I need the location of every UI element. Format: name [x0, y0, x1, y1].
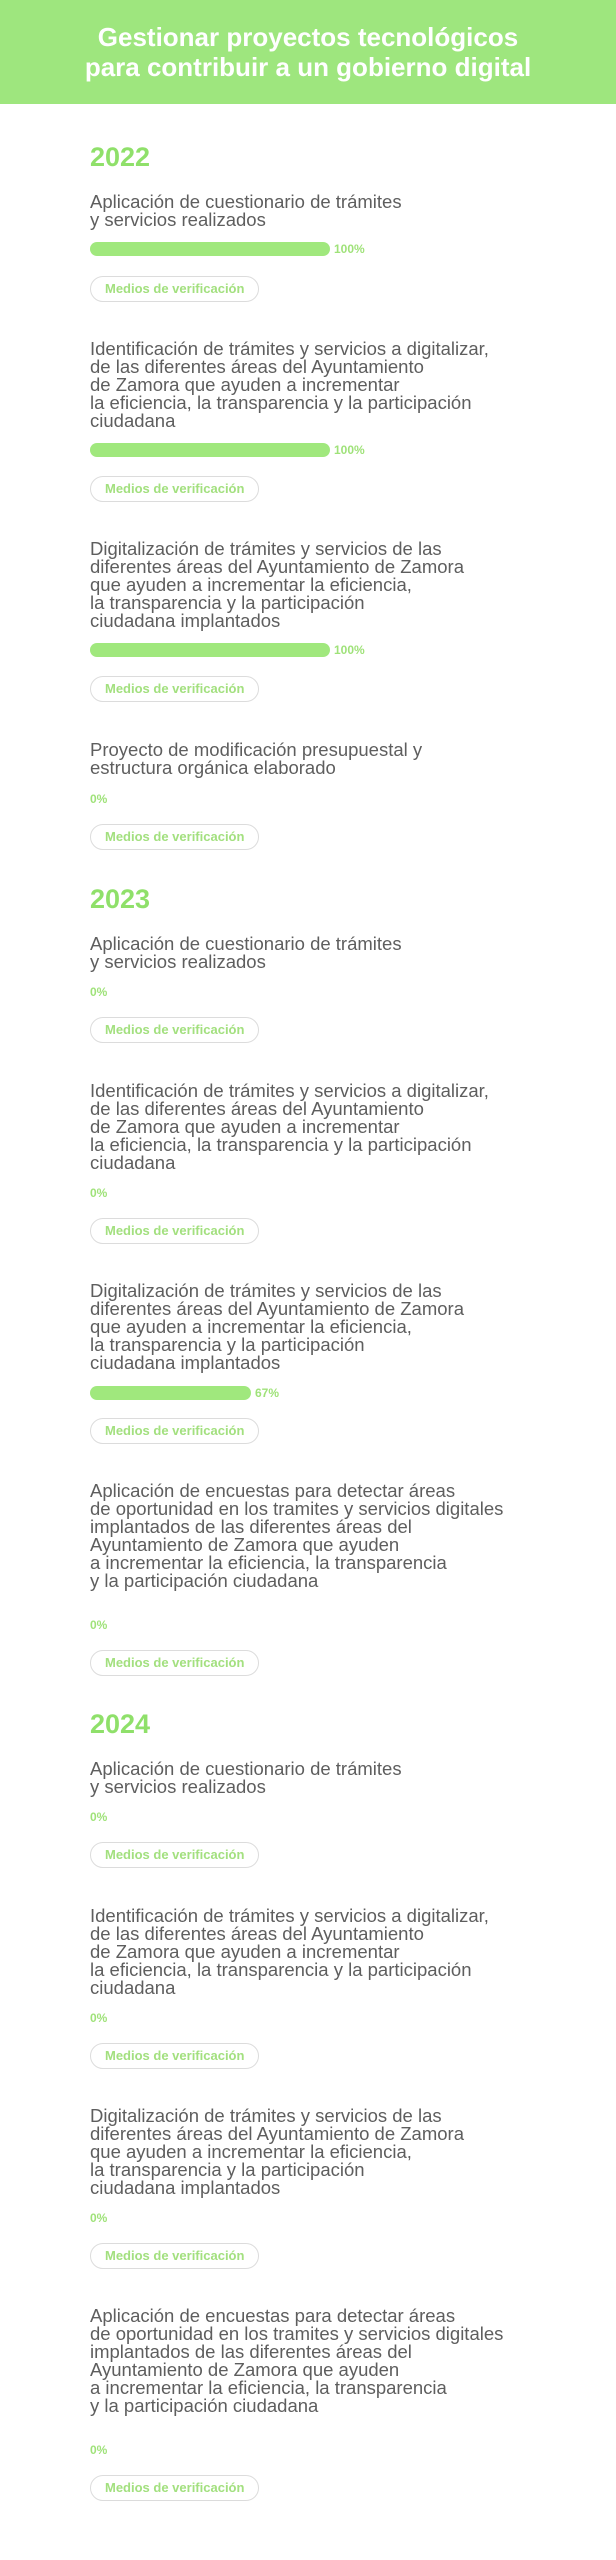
progress-label: 0% [90, 1186, 108, 1200]
page-title [85, 22, 531, 82]
indicator-item [90, 191, 560, 296]
indicator-item [90, 538, 560, 696]
indicator-title: Digitalización de trámites y servicios de las diferentes áreas del Ayuntamiento de Zamora que ayuden a incrementar la eficiencia, la transparencia y la participación ciudadana implantados [90, 538, 464, 631]
year-heading-2022: 2022 [90, 142, 151, 172]
indicator-item [90, 933, 560, 1037]
progress-label: 0% [90, 1618, 108, 1632]
indicator-title: Identificación de trámites y servicios a digitalizar, de las diferentes áreas del Ayuntamiento de Zamora que ayuden a incrementar la eficiencia, la transparencia y la participación ciudadana [90, 1905, 489, 1998]
verification-button[interactable]: Medios de verificación [90, 676, 259, 702]
progress-fill [90, 242, 330, 256]
indicator-item [90, 1905, 560, 2063]
indicator-item [90, 2105, 560, 2263]
page-title-line-1: Gestionar proyectos tecnológicos [97, 22, 519, 52]
progress-fill [90, 1386, 251, 1400]
progress-label: 0% [90, 2011, 108, 2025]
progress-fill [90, 443, 330, 457]
indicator-title: Proyecto de modificación presupuestal y estructura orgánica elaborado [90, 739, 423, 778]
indicator-title: Aplicación de encuestas para detectar áreas de oportunidad en los tramites y servicios digitales implantados de las diferentes áreas del Ayuntamiento de Zamora que ayuden a incrementar la eficiencia, la transparencia y la participación ciudadana [90, 2305, 504, 2416]
indicator-item [90, 338, 560, 496]
progress-fill [90, 643, 330, 657]
verification-button[interactable]: Medios de verificación [90, 824, 259, 850]
verification-button[interactable]: Medios de verificación [90, 1650, 259, 1676]
progress-label: 67% [255, 1386, 280, 1400]
indicator-title: Aplicación de cuestionario de trámites y servicios realizados [90, 933, 402, 972]
verification-button[interactable]: Medios de verificación [90, 2243, 259, 2269]
indicator-item [90, 1280, 560, 1438]
progress-label: 0% [90, 2443, 108, 2457]
verification-button[interactable]: Medios de verificación [90, 1842, 259, 1868]
year-heading-2023: 2023 [90, 884, 151, 914]
indicator-title: Digitalización de trámites y servicios de las diferentes áreas del Ayuntamiento de Zamora que ayuden a incrementar la eficiencia, la transparencia y la participación ciudadana implantados [90, 1280, 464, 1373]
indicator-title: Identificación de trámites y servicios a digitalizar, de las diferentes áreas del Ayuntamiento de Zamora que ayuden a incrementar la eficiencia, la transparencia y la participación ciudadana [90, 1080, 489, 1173]
indicator-item [90, 1480, 560, 1670]
progress-label: 100% [334, 643, 365, 657]
page-header [0, 0, 616, 104]
verification-button[interactable]: Medios de verificación [90, 476, 259, 502]
indicator-item [90, 1758, 560, 1862]
progress-label: 0% [90, 2211, 108, 2225]
year-heading-2024: 2024 [90, 1709, 151, 1739]
indicator-item [90, 2305, 560, 2495]
indicator-title: Digitalización de trámites y servicios de las diferentes áreas del Ayuntamiento de Zamora que ayuden a incrementar la eficiencia, la transparencia y la participación ciudadana implantados [90, 2105, 464, 2198]
progress-label: 0% [90, 985, 108, 999]
progress-label: 0% [90, 792, 108, 806]
indicator-title: Aplicación de cuestionario de trámites y servicios realizados [90, 1758, 402, 1797]
progress-label: 100% [334, 443, 365, 457]
verification-button[interactable]: Medios de verificación [90, 1418, 259, 1444]
indicator-title: Identificación de trámites y servicios a digitalizar, de las diferentes áreas del Ayuntamiento de Zamora que ayuden a incrementar la eficiencia, la transparencia y la participación ciudadana [90, 338, 489, 431]
page-title-line-2: para contribuir a un gobierno digital [84, 52, 532, 82]
verification-button[interactable]: Medios de verificación [90, 1218, 259, 1244]
verification-button[interactable]: Medios de verificación [90, 276, 259, 302]
verification-button[interactable]: Medios de verificación [90, 1017, 259, 1043]
progress-label: 0% [90, 1810, 108, 1824]
verification-button[interactable]: Medios de verificación [90, 2475, 259, 2501]
progress-label: 100% [334, 242, 365, 256]
verification-button[interactable]: Medios de verificación [90, 2043, 259, 2069]
indicator-title: Aplicación de encuestas para detectar áreas de oportunidad en los tramites y servicios digitales implantados de las diferentes áreas del Ayuntamiento de Zamora que ayuden a incrementar la eficiencia, la transparencia y la participación ciudadana [90, 1480, 504, 1591]
indicator-title: Aplicación de cuestionario de trámites y servicios realizados [90, 191, 402, 230]
indicator-item [90, 1080, 560, 1238]
indicator-item [90, 739, 560, 844]
